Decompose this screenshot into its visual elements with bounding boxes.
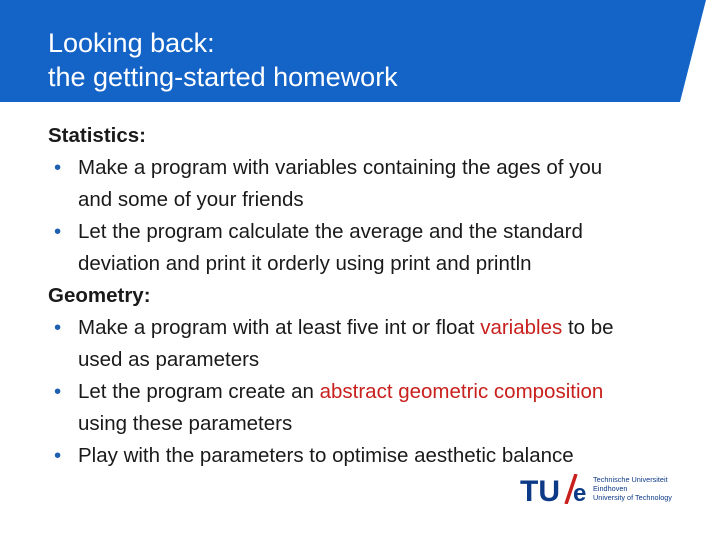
bullet-icon: • (54, 220, 62, 243)
bullet-icon: • (54, 380, 62, 403)
bullet-item (48, 440, 713, 472)
bullet-line (78, 312, 713, 344)
bullet-line: deviation and print it orderly using print and println (78, 252, 532, 275)
bullet-line: Play with the parameters to optimise aesthetic balance (78, 444, 574, 467)
bullet-item (48, 312, 713, 376)
logo-line-1: Technische Universiteit (593, 475, 668, 484)
bullet-line: Make a program with variables containing the ages of you (78, 156, 603, 179)
bullet-line: used as parameters (78, 348, 260, 371)
tue-logo-mark (520, 474, 590, 504)
bullet-icon: • (54, 156, 62, 179)
bullet-item (48, 376, 713, 440)
bullet-text: to be (562, 316, 614, 339)
highlight-composition: abstract geometric composition (319, 380, 604, 403)
slide-title-line-1: Looking back: (48, 28, 215, 58)
statistics-heading: Statistics: (48, 124, 146, 147)
logo-mark-tu: TU (520, 475, 560, 504)
bullet-item (48, 152, 713, 216)
bullet-line: and some of your friends (78, 188, 304, 211)
highlight-variables: variables (480, 316, 563, 339)
geometry-heading: Geometry: (48, 284, 151, 307)
slide-title-line-2: the getting-started homework (48, 62, 398, 92)
logo-text (593, 475, 672, 502)
bullet-line: Let the program calculate the average and the standard (78, 220, 583, 243)
bullet-icon: • (54, 444, 62, 467)
bullet-item (48, 216, 713, 280)
bullet-text: Let the program create an (78, 380, 320, 403)
slide-title (48, 26, 398, 94)
logo-line-2: Eindhoven (593, 484, 628, 493)
bullet-line: using these parameters (78, 412, 293, 435)
tue-logo (520, 474, 690, 504)
bullet-line (78, 376, 713, 408)
bullet-icon: • (54, 316, 62, 339)
bullet-text: Make a program with at least five int or float (78, 316, 481, 339)
logo-line-3: University of Technology (593, 493, 672, 502)
logo-mark-e: e (573, 480, 587, 504)
slide-body (48, 120, 713, 472)
